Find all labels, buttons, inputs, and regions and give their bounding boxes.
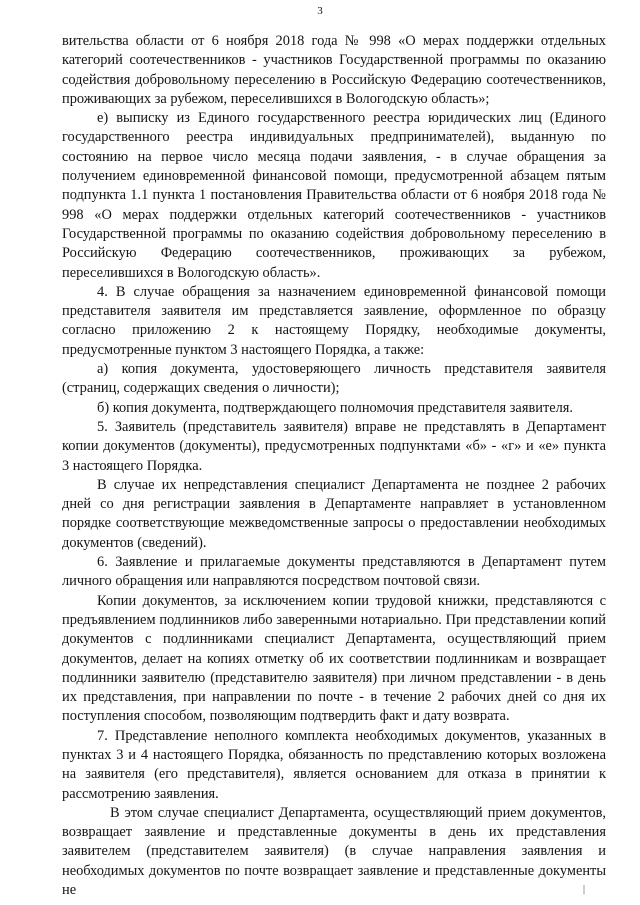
- paragraph-clause-7: 7. Представление неполного комплекта необходимых документов, указанных в пунктах 3 и 4 настоящего Порядка, обязанность по представлению которых возложена на заявителя (его представителя), является основанием для отказа в принятии к рассмотрению заявления.: [62, 727, 606, 802]
- paragraph-item-e: е) выписку из Единого государственного реестра юридических лиц (Единого государственного реестра индивидуальных предпринимателей), выданную по состоянию на первое число месяца подачи заявления, - в случае обращения за получением единовременной финансовой помощи, предусмотренной абзацем пятым подпункта 1.1 пункта 1 постановления Правительства области от 6 ноября 2018 года № 998 «О мерах поддержки отдельных категорий соотечественников - участников Государственной программы по оказанию содействия добровольному переселению в Российскую Федерацию соотечественников, проживающих за рубежом, переселившихся в Вологодскую область».: [62, 110, 606, 281]
- paragraph-return-documents: В этом случае специалист Департамента, осуществляющий прием документов, возвращает заявление и представленные документы в день их представления заявителем (представителем заявителя) (в случае направления заявления и необходимых документов по почте возвращает заявление и представленные документы не: [62, 804, 606, 899]
- paragraph-continuation: вительства области от 6 ноября 2018 года № 998 «О мерах поддержки отдельных категорий соотечественников - участников Государственной программы по оказанию содействия добровольному переселению в Российскую Федерацию соотечественников, проживающих за рубежом, переселившихся в Вологодскую область»;: [62, 33, 606, 107]
- corner-mark: |: [583, 884, 586, 895]
- paragraph-copies: Копии документов, за исключением копии трудовой книжки, представляются с предъявлением подлинников либо заверенными нотариально. При представлении копий документов с подлинниками специалист Департамента, осуществляющий прием документов, делает на копиях отметку об их соответствии подлинникам и возвращает подлинники заявителю (представителю заявителя) при личном представлении - в день их представления, при направлении по почте - в течение 2 рабочих дней со дня их поступления способом, позволяющим подтвердить факт и дату возврата.: [62, 592, 606, 725]
- paragraph-clause-6: 6. Заявление и прилагаемые документы представляются в Департамент путем личного обращения или направляются посредством почтовой связи.: [62, 554, 606, 590]
- paragraph-item-a: а) копия документа, удостоверяющего личность представителя заявителя (страниц, содержащих сведения о личности);: [62, 361, 606, 397]
- document-body: [62, 32, 606, 900]
- paragraph-clause-4: 4. В случае обращения за назначением единовременной финансовой помощи представителя заявителя им представляется заявление, оформленное по образцу согласно приложению 2 к настоящему Порядку, необходимые документы, предусмотренные пунктом 3 настоящего Порядка, а также:: [62, 283, 606, 358]
- paragraph-interdepartmental-requests: В случае их непредставления специалист Департамента не позднее 2 рабочих дней со дня регистрации заявления в Департаменте направляет в установленном порядке соответствующие межведомственные запросы о предоставлении необходимых документов (сведений).: [62, 476, 606, 551]
- paragraph-item-b: б) копия документа, подтверждающего полномочия представителя заявителя.: [97, 399, 574, 416]
- page-number: 3: [317, 5, 323, 17]
- paragraph-clause-5: 5. Заявитель (представитель заявителя) вправе не представлять в Департамент копии документов (документы), предусмотренных подпунктами «б» - «г» и «е» пункта 3 настоящего Порядка.: [62, 418, 606, 474]
